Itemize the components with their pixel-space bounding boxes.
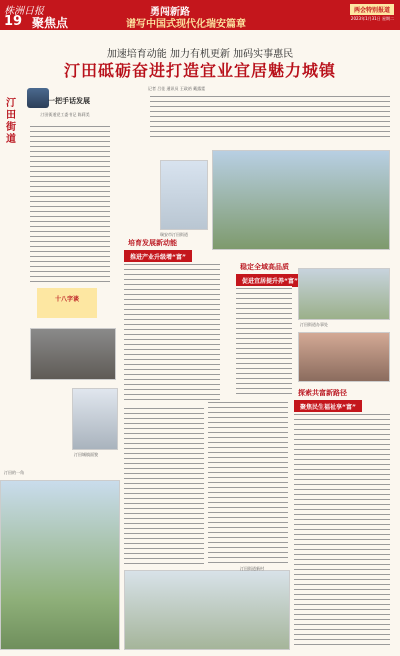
event-photo (298, 332, 390, 382)
interviewee-name: 汀田街道党工委书记 陈莉美 (40, 112, 90, 117)
interview-text (30, 124, 110, 284)
vertical-district-label: 汀田街道 (6, 98, 16, 145)
section-1-text (124, 262, 220, 402)
masthead (0, 0, 400, 30)
tower-photo (72, 388, 118, 450)
panorama-photo (0, 480, 120, 650)
lead-paragraph (150, 94, 390, 138)
city-aerial-photo (212, 150, 390, 250)
kicker-main: 勇闯新路 (150, 7, 190, 18)
section-2-text (236, 286, 292, 396)
special-report-tag: 两会特别报道 (350, 4, 394, 15)
section-2-kicker: 稳定全域高品质 (240, 263, 289, 271)
caption-4: 汀田街道新村 (240, 566, 264, 571)
section-3-kicker: 探索共富新路径 (298, 389, 347, 397)
section-2-bar: 促进宜居提升养“富” (236, 274, 304, 287)
section-3-bar: 聚焦民生福祉享“富” (294, 400, 362, 413)
caption-2: 汀田街道办事处 (300, 322, 328, 327)
byline: 记者 吕佳 通讯员 王政裕 戴露霆 (148, 86, 206, 91)
interview-heading: 一把手话发展 (48, 97, 90, 105)
section-1-kicker: 培育发展新动能 (128, 239, 177, 247)
column-text-b (208, 400, 288, 566)
section-1-bar: 推进产业升级增“富” (124, 250, 192, 263)
plaza-photo (298, 268, 390, 320)
interviewee-portrait (27, 88, 49, 108)
quote-badge: 十八字谈 (37, 288, 97, 318)
kicker-sub: 谱写中国式现代化瑞安篇章 (126, 19, 246, 30)
building-photo (160, 160, 208, 230)
column-text-a (124, 406, 204, 566)
page-number: 19 (4, 14, 23, 29)
section-3-text (294, 412, 390, 648)
headline-title: 汀田砥砺奋进打造宜业宜居魅力城镇 (63, 61, 336, 80)
caption-5: 汀田的一角 (4, 470, 24, 475)
caption-3: 汀田城镇面貌 (74, 452, 98, 457)
issue-date: 2023年1月31日 星期二 (350, 16, 394, 21)
headline-subtitle: 加速培育动能 加力有机更新 加码实事惠民 (106, 49, 294, 60)
street-photo (124, 570, 290, 650)
section-name: 聚焦点 (32, 16, 69, 30)
caption-1: 瑞安市汀田街道 (160, 232, 188, 237)
newspaper-logo: 株洲日报 (4, 6, 44, 17)
meeting-photo (30, 328, 116, 380)
